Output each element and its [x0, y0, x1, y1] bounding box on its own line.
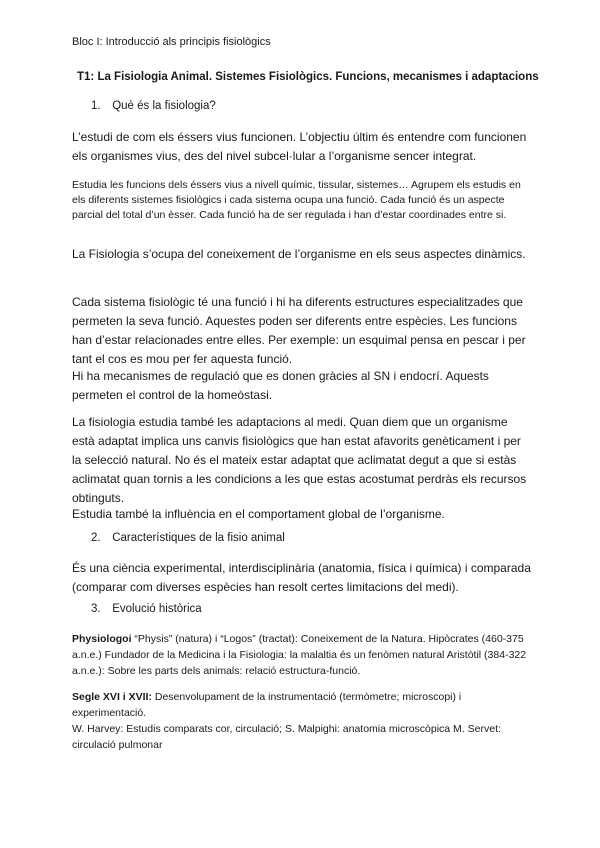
- document-title: T1: La Fisiologia Animal. Sistemes Fisiològics. Funcions, mecanismes i adaptacions: [77, 71, 539, 83]
- paragraph: La fisiologia estudia també les adaptacions al medi. Quan diem que un organisme està adaptat implica uns canvis fisiològics que han estat afavorits genèticament i per la selecció natural. No és el mateix estar adaptat que aclimatat degut a que si estàs aclimatat quan tornis a les condicions a les que estas acostumat perdràs els recursos obtinguts.: [72, 415, 527, 505]
- section-number: 3.: [91, 603, 101, 615]
- paragraph: La Fisiologia s’ocupa del coneixement de l’organisme en els seus aspectes dinàmics.: [72, 247, 526, 261]
- section-title: Evolució històrica: [112, 603, 202, 615]
- paragraph-text: “Physis” (natura) i “Logos” (tractat): Coneixement de la Natura. Hipòcrates (460-375 a.n.e.) Fundador de la Medicina i la Fisiologia: la malaltia és un fenòmen natural Aristòtil (384-322 a.n.e.): Sobre les parts dels animals: relació estructura-funció.: [72, 633, 527, 677]
- section-number: 1.: [91, 100, 101, 112]
- bold-term: Segle XVI i XVII:: [72, 691, 152, 703]
- paragraph: Estudia també la influència en el comportament global de l’organisme.: [72, 507, 445, 521]
- paragraph-text: Desenvolupament de la instrumentació (termòmetre; microscopi) i experimentació.: [72, 691, 462, 719]
- page-header: Bloc I: Introducció als principis fisiològics: [72, 36, 271, 48]
- paragraph: L’estudi de com els éssers vius funcionen. L’objectiu últim és entendre com funcionen els organismes vius, des del nivel subcel·lular a l’organisme sencer integrat.: [72, 130, 527, 163]
- paragraph-line: [72, 689, 532, 721]
- section-number: 2.: [91, 532, 101, 544]
- bold-term: Physiologoi: [72, 633, 132, 645]
- section-heading-2: [91, 532, 285, 544]
- paragraph: És una ciència experimental, interdisciplinària (anatomia, física i química) i comparada (comparar com diverses espècies han resolt certes limitacions del medi).: [72, 561, 531, 594]
- section-title: Característiques de la fisio animal: [112, 532, 285, 544]
- paragraph: Hi ha mecanismes de regulació que es donen gràcies al SN i endocrí. Aquests permeten el control de la homeòstasi.: [72, 369, 489, 402]
- paragraph: Estudia les funcions dels éssers vius a nivell químic, tissular, sistemes… Agrupem els estudis en els diferents sistemes fisiològics i cada sistema ocupa una funció. Cada funció és un aspecte parcial del total d’un èsser. Cada funció ha de ser regulada i han d’estar coordinades entre si.: [72, 179, 521, 221]
- section-heading-1: [91, 100, 216, 112]
- paragraph: [72, 631, 532, 679]
- paragraph: [72, 689, 532, 753]
- paragraph-line: W. Harvey: Estudis comparats cor, circulació; S. Malpighi: anatomia microscòpica M. Servet: circulació pulmonar: [72, 723, 501, 751]
- paragraph: Cada sistema fisiològic té una funció i hi ha diferents estructures especialitzades que permeten la seva funció. Aquestes poden ser diferents entre espècies. Les funcions han d’estar relacionades entre elles. Per exemple: un esquimal pensa en pescar i per tant el cos es mou per fer aquesta funció.: [72, 295, 526, 366]
- section-title: Què és la fisiologia?: [112, 100, 216, 112]
- section-heading-3: [91, 603, 202, 615]
